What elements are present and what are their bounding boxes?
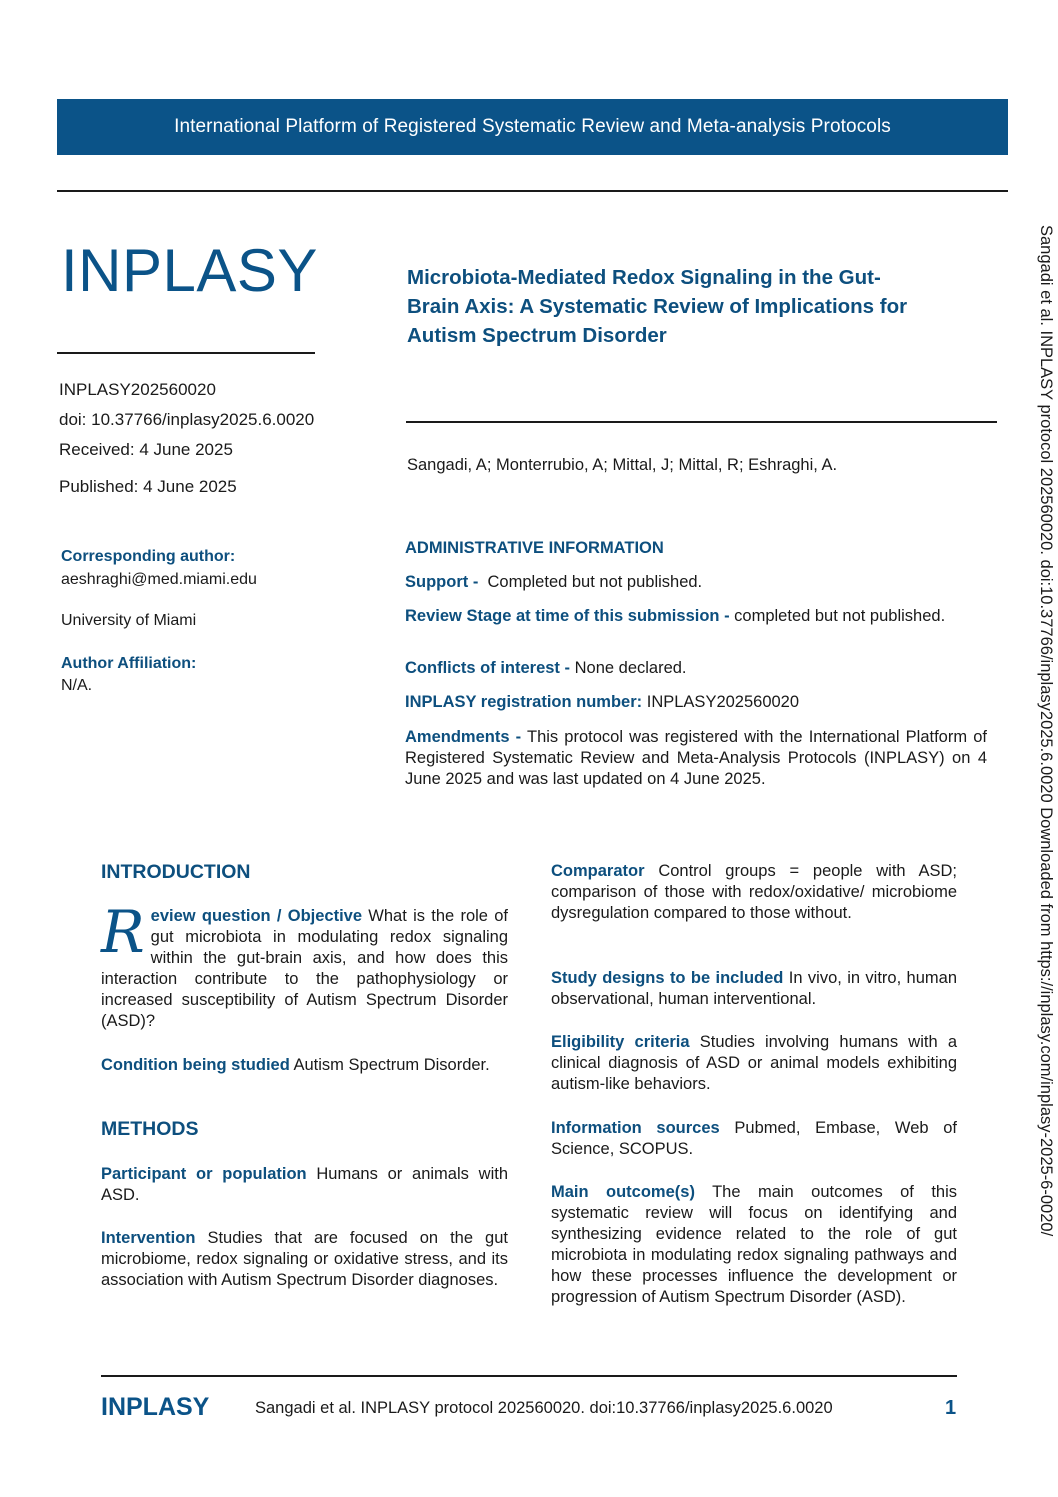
page-number: 1 (945, 1397, 957, 1419)
information-sources (551, 1118, 957, 1160)
author-affiliation-label: Author Affiliation: (61, 655, 197, 672)
doi: doi: 10.37766/inplasy2025.6.0020 (59, 410, 315, 429)
eligibility-text: Studies involving humans with a clinical diagnosis of ASD or animal models exhibiting autism-like behaviors. (551, 1033, 958, 1093)
registration-label: INPLASY registration number: (405, 693, 643, 711)
side-download-note: Sangadi et al. INPLASY protocol 202560020. doi:10.37766/inplasy2025.6.0020 Downloaded from https://inplasy.com/inplasy-2025-6-0020/ (1037, 225, 1055, 1237)
review-question-label: eview question / Objective (150, 907, 363, 925)
intervention-label: Intervention (101, 1229, 196, 1247)
condition-text: Autism Spectrum Disorder. (293, 1056, 490, 1074)
conflicts-label: Conflicts of interest - (405, 659, 571, 677)
intervention-text: Studies that are focused on the gut microbiome, redox signaling or oxidative stress, and its association with Autism Spectrum Disorder diagnoses. (101, 1229, 508, 1289)
information-sources-label: Information sources (551, 1119, 720, 1137)
eligibility-label: Eligibility criteria (551, 1033, 690, 1051)
paper-title (407, 263, 987, 350)
comparator (551, 861, 957, 924)
eligibility-criteria (551, 1032, 957, 1095)
registration-entry (405, 692, 987, 713)
corresponding-author-label: Corresponding author: (61, 548, 236, 565)
received-date: Received: 4 June 2025 (59, 440, 233, 459)
study-designs-text: In vivo, in vitro, human observational, human interventional. (551, 969, 958, 1008)
drop-cap: R (101, 898, 145, 966)
registration-id: INPLASY202560020 (59, 380, 216, 399)
title-line: Brain Axis: A Systematic Review of Implications for (407, 295, 908, 318)
population-label: Participant or population (101, 1165, 307, 1183)
review-stage-entry (405, 606, 987, 627)
institution: University of Miami (61, 612, 197, 629)
comparator-label: Comparator (551, 862, 645, 880)
amendments-label: Amendments - (405, 728, 522, 746)
inplasy-logo: INPLASY (61, 237, 318, 304)
intervention (101, 1228, 508, 1291)
author-affiliation-value: N/A. (61, 677, 93, 694)
support-entry (405, 572, 987, 593)
title-line: Autism Spectrum Disorder (407, 324, 667, 347)
admin-heading: ADMINISTRATIVE INFORMATION (405, 539, 664, 557)
review-stage-text: completed but not published. (734, 607, 946, 625)
published-date: Published: 4 June 2025 (59, 477, 237, 496)
condition-studied (101, 1055, 508, 1076)
main-outcomes (551, 1182, 957, 1308)
amendments-text: This protocol was registered with the International Platform of Registered Systematic Review and Meta-Analysis Protocols (INPLASY) on 4 June 2025 and was last updated on 4 June 2025. (405, 728, 987, 788)
main-outcomes-text: The main outcomes of this systematic review will focus on identifying and synthesizing evidence related to the role of gut microbiota in modulating redox signaling pathways and how these processes influence the development or progression of Autism Spectrum Disorder (ASD). (551, 1183, 957, 1306)
information-sources-text: Pubmed, Embase, Web of Science, SCOPUS. (551, 1119, 957, 1158)
methods-heading: METHODS (101, 1118, 199, 1140)
main-outcomes-label: Main outcome(s) (551, 1183, 695, 1201)
amendments-entry (405, 727, 987, 790)
review-stage-label: Review Stage at time of this submission - (405, 607, 730, 625)
header-banner (57, 99, 1008, 155)
corresponding-email[interactable]: aeshraghi@med.miami.edu (61, 571, 257, 588)
footer-citation: Sangadi et al. INPLASY protocol 202560020. doi:10.37766/inplasy2025.6.0020 (255, 1399, 833, 1417)
author-list: Sangadi, A; Monterrubio, A; Mittal, J; Mittal, R; Eshraghi, A. (407, 456, 838, 474)
review-question-text: What is the role of gut microbiota in modulating redox signaling within the gut-brain axis, and how does this interaction contribute to the pathophysiology or increased susceptibility of Autism Spectrum Disorder (ASD)? (101, 907, 508, 1030)
logo-divider (57, 352, 315, 354)
participant-population (101, 1164, 508, 1206)
support-text: Completed but not published. (487, 573, 703, 591)
title-line: Microbiota-Mediated Redox Signaling in the Gut- (407, 266, 881, 289)
study-designs (551, 968, 957, 1010)
study-designs-label: Study designs to be included (551, 969, 784, 987)
population-text: Humans or animals with ASD. (101, 1165, 508, 1204)
condition-label: Condition being studied (101, 1056, 290, 1074)
support-label: Support - (405, 573, 479, 591)
registration-text: INPLASY202560020 (646, 693, 800, 711)
comparator-text: Control groups = people with ASD; comparison of those with redox/oxidative/ microbiome dysregulation compared to those without. (551, 862, 957, 922)
conflicts-text: None declared. (574, 659, 687, 677)
conflicts-entry (405, 658, 987, 679)
review-question (101, 898, 508, 1032)
banner-text: International Platform of Registered Systematic Review and Meta-analysis Protocols (174, 116, 891, 137)
header-divider (57, 190, 1008, 192)
title-divider (406, 421, 997, 423)
footer-divider (101, 1375, 957, 1377)
introduction-heading: INTRODUCTION (101, 861, 251, 883)
footer-logo: INPLASY (101, 1393, 210, 1421)
